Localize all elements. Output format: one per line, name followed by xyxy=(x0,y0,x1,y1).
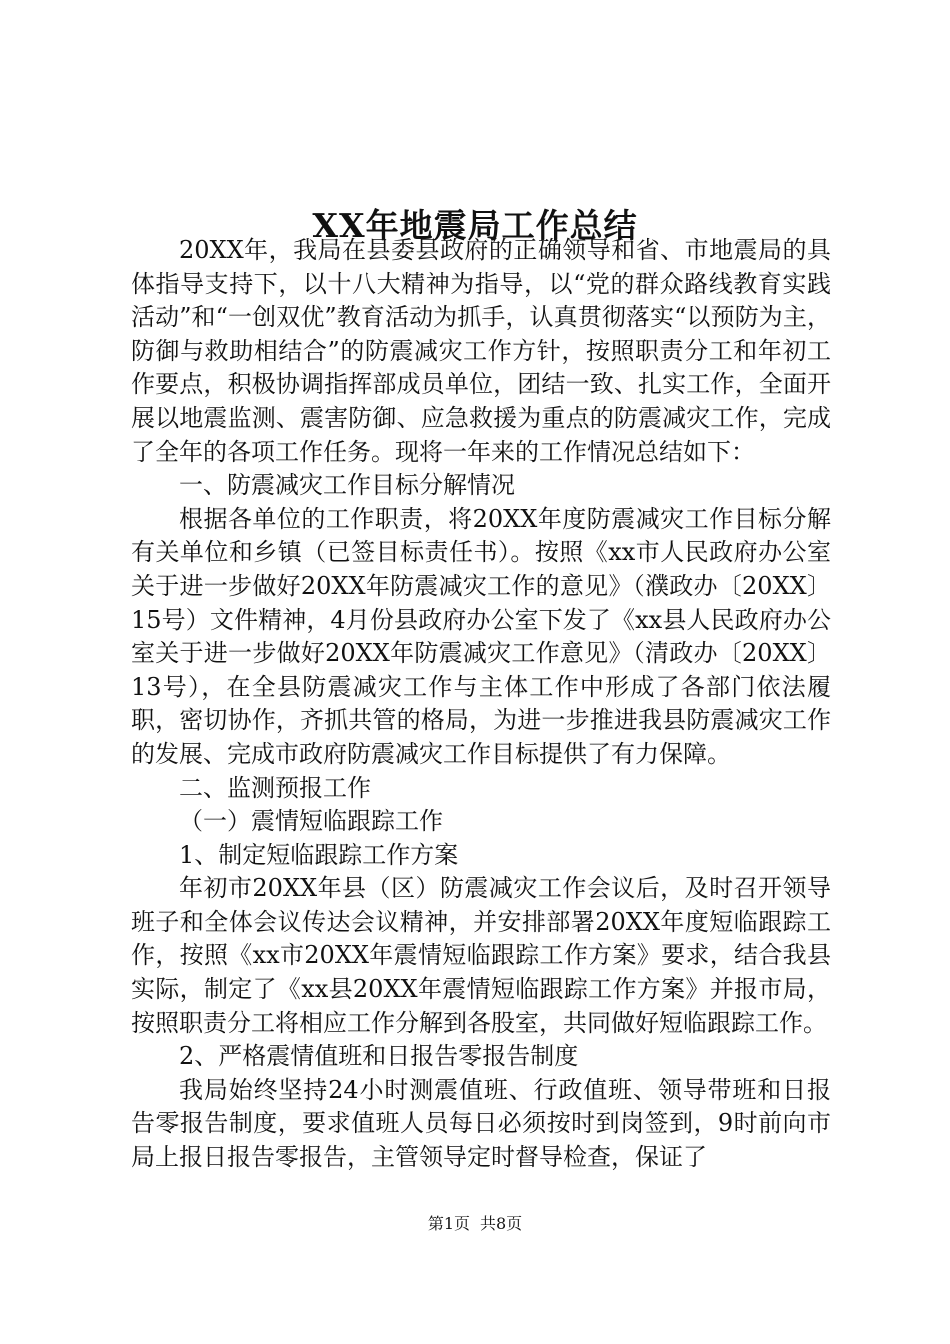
body-paragraph: 根据各单位的工作职责，将20XX年度防震减灾工作目标分解有关单位和乡镇（已签目标责任书）。按照《xx市人民政府办公室关于进一步做好20XX年防震减灾工作的意见》（濮政办〔20XX〕15号）文件精神，4月份县政府办公室下发了《xx县人民政府办公室关于进一步做好20XX年防震减灾工作意见》（清政办〔20XX〕13号），在全县防震减灾工作与主体工作中形成了各部门依法履职，密切协作，齐抓共管的格局，为进一步推进我县防震减灾工作的发展、完成市政府防震减灾工作目标提供了有力保障。 xyxy=(131,504,831,768)
body-paragraph: 年初市20XX年县（区）防震减灾工作会议后，及时召开领导班子和全体会议传达会议精神，并安排部署20XX年度短临跟踪工作，按照《xx市20XX年震情短临跟踪工作方案》要求，结合我县实际，制定了《xx县20XX年震情短临跟踪工作方案》并报市局，按照职责分工将相应工作分解到各股室，共同做好短临跟踪工作。 xyxy=(131,874,831,1037)
body-paragraph: 20XX年，我局在县委县政府的正确领导和省、市地震局的具体指导支持下，以十八大精神为指导，以“党的群众路线教育实践活动”和“一创双优”教育活动为抓手，认真贯彻落实“以预防为主，防御与救助相结合”的防震减灾工作方针，按照职责分工和年初工作要点，积极协调指挥部成员单位，团结一致、扎实工作，全面开展以地震监测、震害防御、应急救援为重点的防震减灾工作，完成了全年的各项工作任务。现将一年来的工作情况总结如下： xyxy=(131,236,831,466)
section-heading: 一、防震减灾工作目标分解情况 xyxy=(179,471,515,500)
section-heading: 二、监测预报工作 xyxy=(179,773,371,802)
body-paragraph: 我局始终坚持24小时测震值班、行政值班、领导带班和日报告零报告制度，要求值班人员每日必须按时到岗签到，9时前向市局上报日报告零报告，主管领导定时督导检查，保证了 xyxy=(131,1075,831,1172)
page-total: 共8页 xyxy=(480,1214,523,1233)
subsection-heading: （一）震情短临跟踪工作 xyxy=(179,807,443,836)
document-body xyxy=(131,234,831,1175)
item-heading: 2、严格震情值班和日报告零报告制度 xyxy=(179,1042,579,1071)
document-title: XX年地震局工作总结 xyxy=(312,206,638,246)
page-footer xyxy=(0,1213,950,1235)
item-heading: 1、制定短临跟踪工作方案 xyxy=(179,840,459,869)
page-number: 第1页 xyxy=(427,1214,470,1233)
